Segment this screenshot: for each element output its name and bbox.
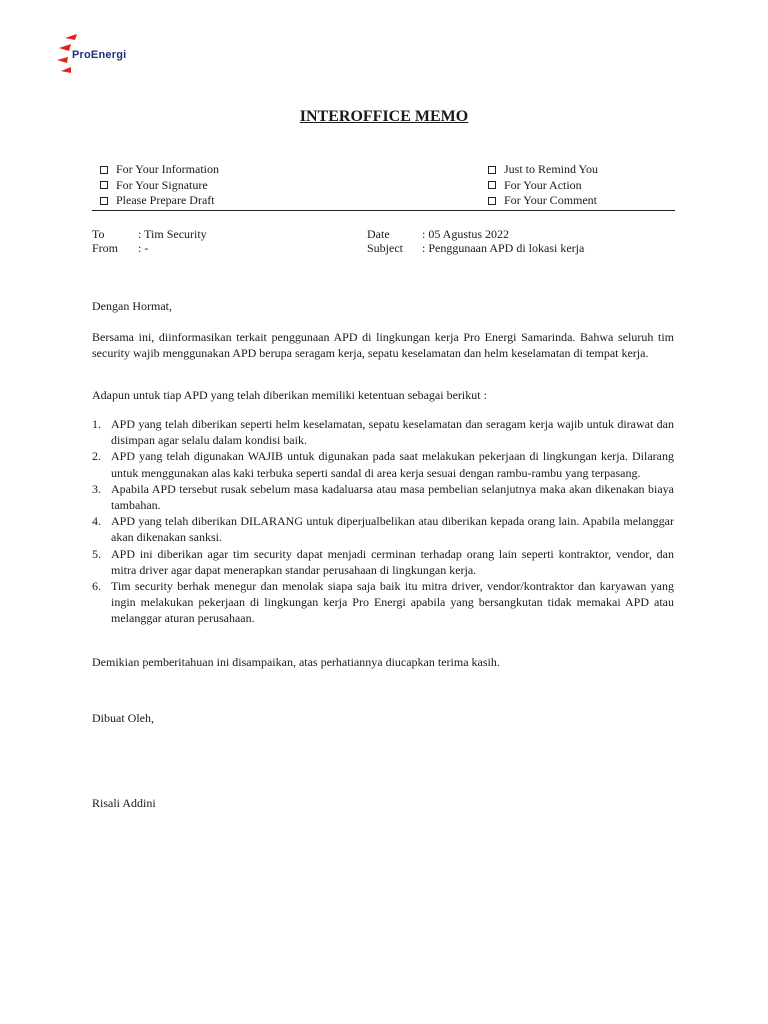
list-text: APD yang telah digunakan WAJIB untuk digunakan pada saat melakukan pekerjaan di lingkungan kerja. Dilarang untuk menggunakan alas kaki terbuka seperti sandal di area kerja sesuai dengan rambu-rambu yang terpasang. xyxy=(111,449,674,480)
checkbox-box[interactable] xyxy=(488,197,496,205)
list-item xyxy=(92,546,674,578)
checkbox-label: For Your Information xyxy=(116,162,220,176)
list-item xyxy=(92,448,674,480)
signed-by-label: Dibuat Oleh, xyxy=(92,711,154,725)
rules-intro: Adapun untuk tiap APD yang telah diberikan memiliki ketentuan sebagai berikut : xyxy=(92,388,487,402)
checkbox-label: Just to Remind You xyxy=(504,162,599,176)
to-value: : Tim Security xyxy=(138,227,207,241)
checkbox-box[interactable] xyxy=(100,166,108,174)
list-item xyxy=(92,578,674,627)
checkbox-just-to-remind-you[interactable] xyxy=(488,162,598,178)
rules-list xyxy=(92,416,674,627)
date-label: Date xyxy=(367,227,390,241)
closing-paragraph: Demikian pemberitahuan ini disampaikan, atas perhatiannya diucapkan terima kasih. xyxy=(92,655,500,669)
list-item xyxy=(92,416,674,448)
intro-paragraph: Bersama ini, diinformasikan terkait penggunaan APD di lingkungan kerja Pro Energi Samarinda. Bahwa seluruh tim security wajib menggunakan APD berupa seragam kerja, sepatu keselamatan dan helm keselamatan di tempat kerja. xyxy=(92,330,674,361)
checkbox-for-your-information[interactable] xyxy=(100,162,219,178)
checkbox-label: For Your Comment xyxy=(504,193,598,207)
subject-label: Subject xyxy=(367,241,403,255)
checkbox-box[interactable] xyxy=(488,166,496,174)
checkbox-for-your-signature[interactable] xyxy=(100,178,219,194)
checkbox-label: For Your Signature xyxy=(116,177,208,192)
list-number: 6. xyxy=(92,579,101,594)
checkbox-for-your-action[interactable] xyxy=(488,178,598,194)
checkbox-group-left xyxy=(100,162,219,209)
list-number: 1. xyxy=(92,417,101,431)
list-text: Tim security berhak menegur dan menolak siapa saja baik itu mitra driver, vendor/kontraktor dan karyawan yang ingin melakukan pekerjaan di lingkungan kerja Pro Energi apabila yang bersangkutan tidak memakai APD atau melanggar aturan perusahaan. xyxy=(111,579,674,626)
logo-text: ProEnergi xyxy=(72,49,127,61)
checkbox-for-your-comment[interactable] xyxy=(488,193,598,209)
checkbox-label: For Your Action xyxy=(504,177,582,192)
to-label: To xyxy=(92,227,105,241)
list-text: Apabila APD tersebut rusak sebelum masa kadaluarsa atau masa pembelian selanjutnya maka akan dikenakan biaya tambahan. xyxy=(111,481,674,513)
list-text: APD yang telah diberikan seperti helm keselamatan, sepatu keselamatan dan seragam kerja wajib untuk dirawat dan disimpan agar selalu dalam kondisi baik. xyxy=(111,417,674,448)
checkbox-box[interactable] xyxy=(100,197,108,205)
list-number: 3. xyxy=(92,481,101,496)
checkbox-please-prepare-draft[interactable] xyxy=(100,193,219,209)
checkbox-box[interactable] xyxy=(488,181,496,189)
list-number: 5. xyxy=(92,546,101,561)
checkbox-group-right xyxy=(488,162,598,209)
greeting: Dengan Hormat, xyxy=(92,299,172,313)
list-number: 4. xyxy=(92,514,101,529)
from-value: : - xyxy=(138,241,149,255)
memo-title: INTEROFFICE MEMO xyxy=(299,108,469,125)
list-item xyxy=(92,513,674,545)
header-divider xyxy=(92,210,675,211)
checkbox-label: Please Prepare Draft xyxy=(116,193,215,207)
checkbox-box[interactable] xyxy=(100,181,108,189)
list-text: APD yang telah diberikan DILARANG untuk diperjualbelikan atau diberikan kepada orang lain. Apabila melanggar akan dikenakan sanksi. xyxy=(111,514,674,545)
list-number: 2. xyxy=(92,449,101,464)
subject-value: : Penggunaan APD di lokasi kerja xyxy=(422,241,585,255)
list-item xyxy=(92,481,674,513)
list-text: APD ini diberikan agar tim security dapat menjadi cerminan terhadap orang lain seperti kontraktor, vendor, dan mitra driver agar dapat menerapkan standar perusahaan di lingkungan kerja. xyxy=(111,546,674,577)
date-value: : 05 Agustus 2022 xyxy=(422,227,510,241)
from-label: From xyxy=(92,241,119,255)
signer-name: Risali Addini xyxy=(92,796,156,810)
